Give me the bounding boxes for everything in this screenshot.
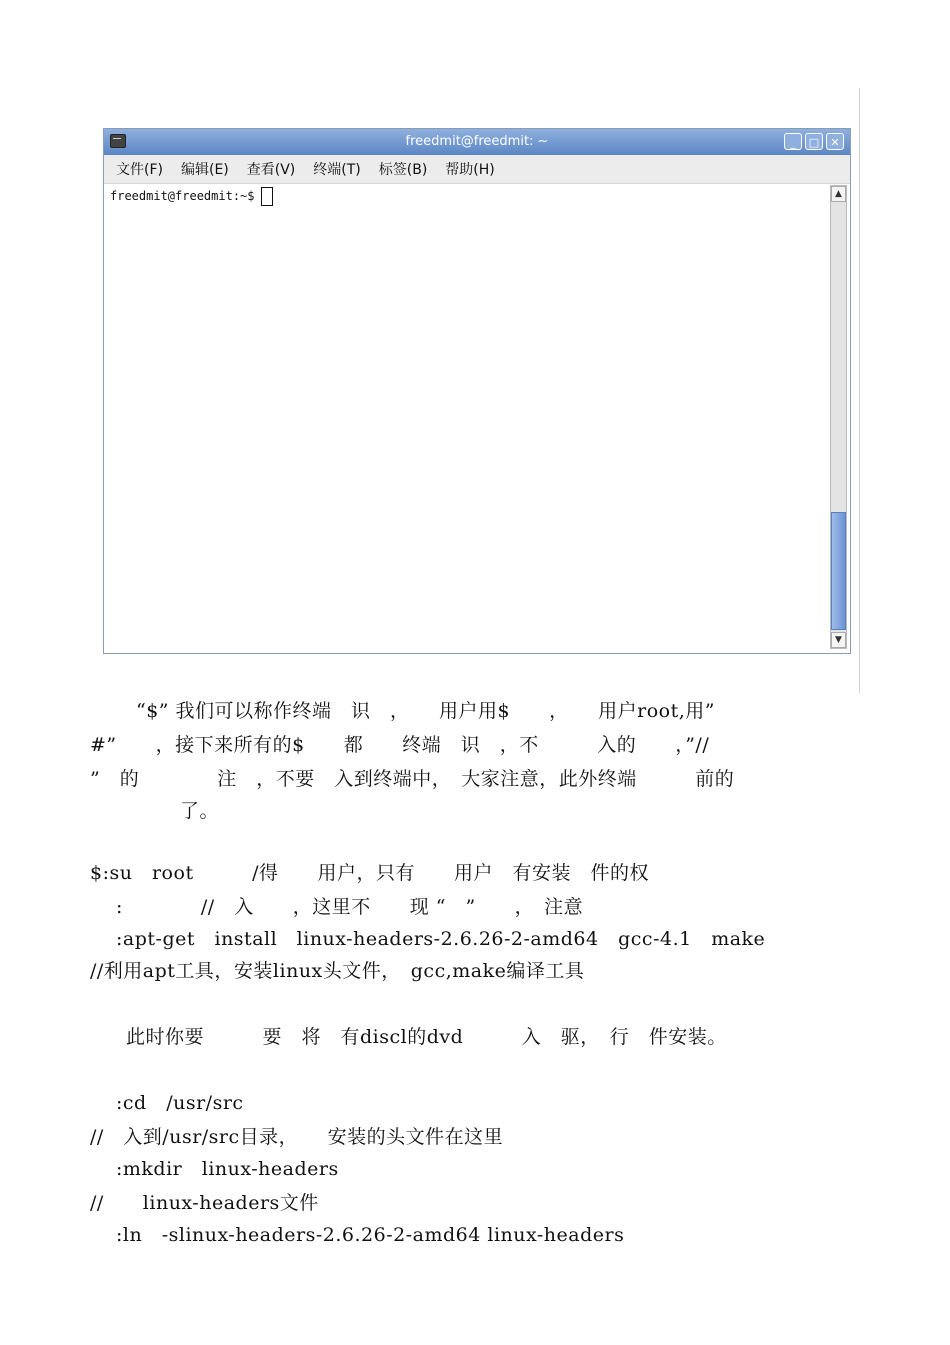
close-button[interactable]: ✕ xyxy=(826,133,844,150)
command-line: :cd /usr/src xyxy=(116,1092,244,1114)
paragraph-line: “$” 我们可以称作终端 识 ， 用户用$ ， 用户root,用” xyxy=(136,700,715,722)
terminal-body[interactable] xyxy=(104,183,830,653)
menu-bar xyxy=(104,155,850,184)
text-cursor xyxy=(261,187,273,206)
paragraph-line: ” 的 注 ，不要 入到终端中， 大家注意，此外终端 前的 xyxy=(90,768,735,790)
scroll-down-arrow-icon[interactable]: ▼ xyxy=(831,632,846,648)
command-line: :ln -slinux-headers-2.6.26-2-amd64 linux-headers xyxy=(116,1224,625,1246)
menu-edit[interactable]: 编辑(E) xyxy=(180,162,229,178)
prompt-text: freedmit@freedmit:~$ xyxy=(110,189,255,203)
terminal-titlebar[interactable] xyxy=(104,129,850,155)
comment-line: //利用apt工具，安装linux头文件， gcc,make编译工具 xyxy=(90,960,585,982)
scroll-up-arrow-icon[interactable]: ▲ xyxy=(831,186,846,202)
maximize-button[interactable]: □ xyxy=(805,133,823,150)
paragraph-line: #” ，接下来所有的$ 都 终端 识 ，不 入的 ，”// xyxy=(90,734,710,756)
window-title: freedmit@freedmit: ~ xyxy=(405,134,549,149)
terminal-prompt xyxy=(110,187,273,206)
page-margin-line xyxy=(859,88,860,693)
comment-line: // 入到/usr/src目录， 安装的头文件在这里 xyxy=(90,1126,504,1148)
minimize-button[interactable]: _ xyxy=(784,133,802,150)
menu-help[interactable]: 帮助(H) xyxy=(445,162,495,178)
menu-terminal[interactable]: 终端(T) xyxy=(313,162,361,178)
paragraph-line: 此时你要 要 将 有discl的dvd 入 驱， 行 件安装。 xyxy=(126,1026,727,1048)
scrollbar[interactable] xyxy=(830,185,847,649)
menu-tabs[interactable]: 标签(B) xyxy=(378,162,428,178)
command-line: :mkdir linux-headers xyxy=(116,1158,339,1180)
command-line: : // 入 ，这里不 现 “ ” ， 注意 xyxy=(116,896,584,918)
comment-line: // linux-headers文件 xyxy=(90,1192,319,1214)
terminal-window[interactable] xyxy=(103,128,851,654)
menu-view[interactable]: 查看(V) xyxy=(246,162,296,178)
scrollbar-thumb[interactable] xyxy=(831,512,846,630)
command-line: $:su root /得 用户，只有 用户 有安装 件的权 xyxy=(90,862,649,884)
paragraph-line: 了。 xyxy=(180,800,220,822)
command-line: :apt-get install linux-headers-2.6.26-2-amd64 gcc-4.1 make xyxy=(116,928,766,950)
menu-file[interactable]: 文件(F) xyxy=(116,162,163,178)
